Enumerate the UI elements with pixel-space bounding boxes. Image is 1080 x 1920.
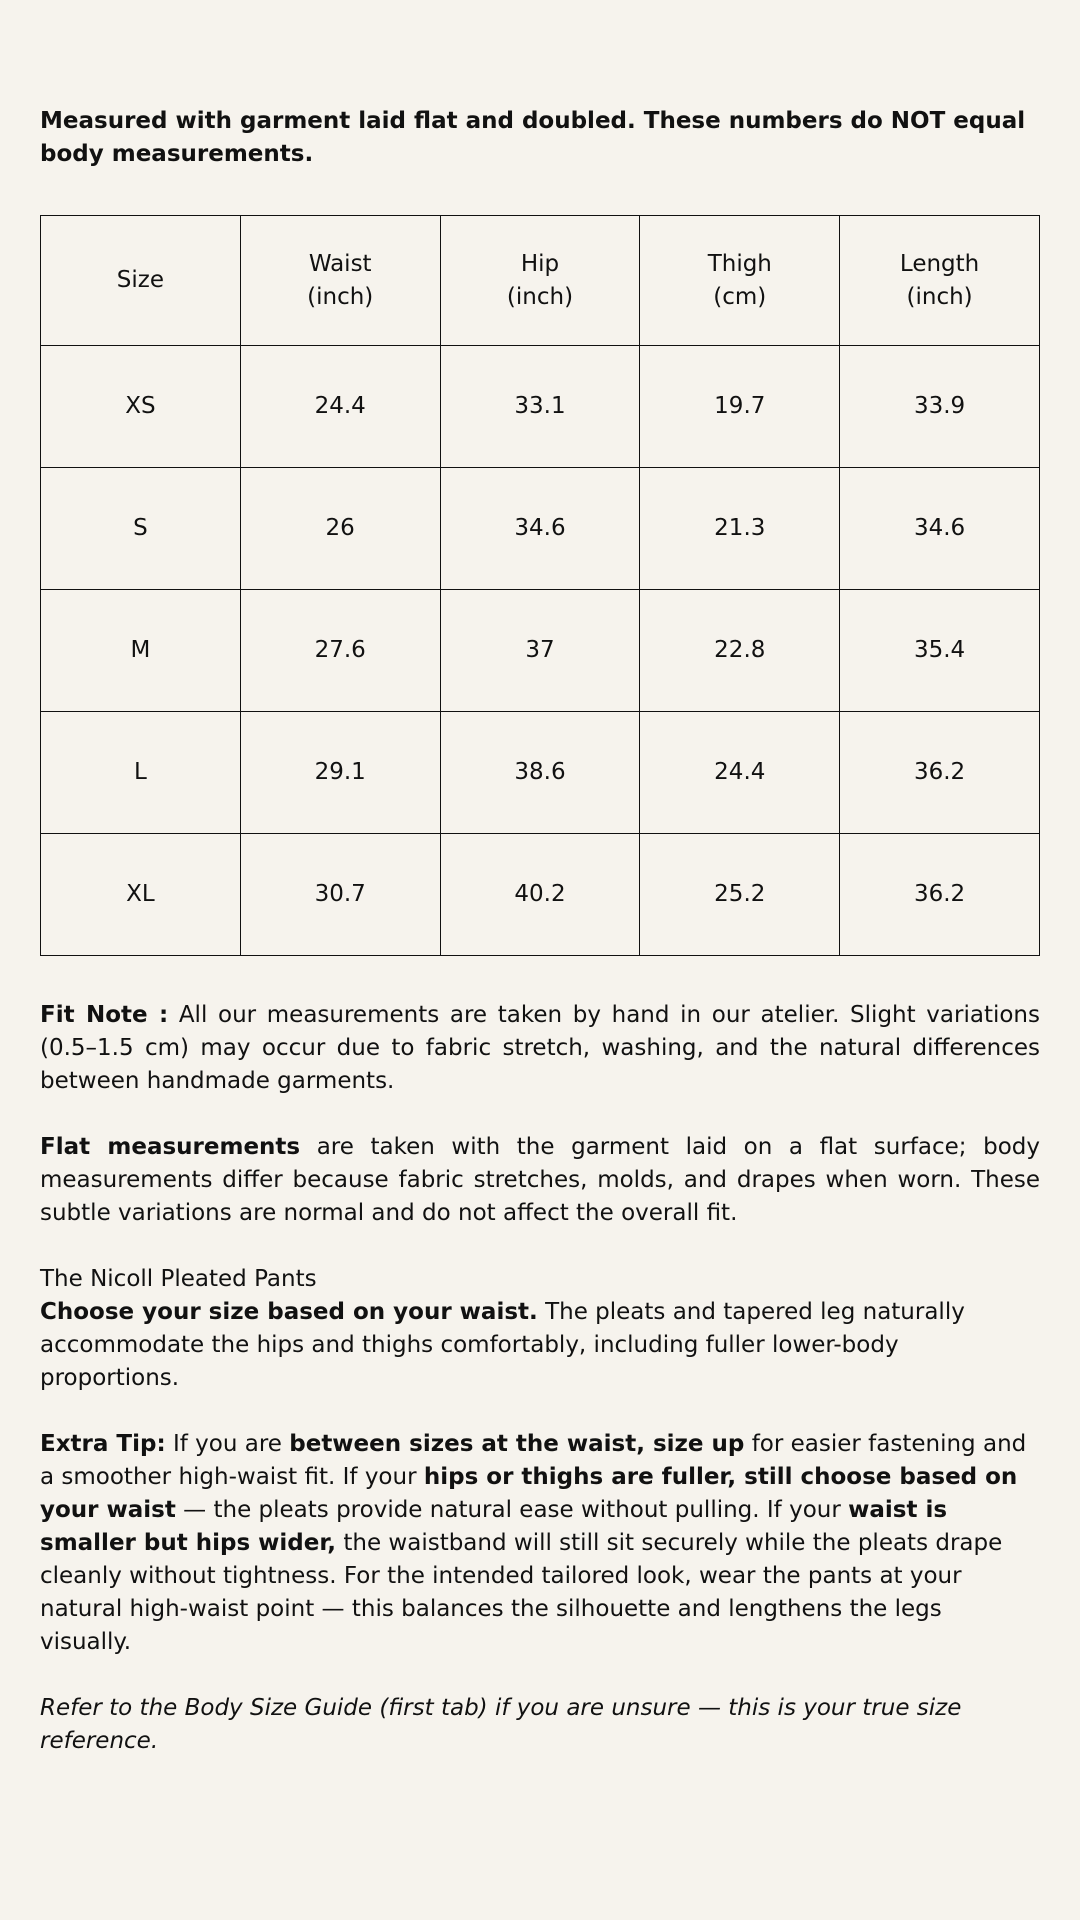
size-chart-table	[40, 215, 1040, 956]
table-row	[41, 712, 1040, 834]
table-row	[41, 590, 1040, 712]
product-name: The Nicoll Pleated Pants	[40, 1266, 317, 1292]
cell-length: 36.2	[840, 712, 1040, 834]
measurement-disclaimer: Measured with garment laid flat and doubled. These numbers do NOT equal body measurements.	[40, 108, 1026, 167]
cell-hip: 34.6	[440, 468, 640, 590]
fit-note-label: Fit Note :	[40, 1002, 169, 1028]
extra-tip: Extra Tip: If you are between sizes at the waist, size up for easier fastening and a smoother high-waist fit. If your hips or thighs are fuller, still choose based on your waist — the pleats provide natural ease without pulling. If your waist is smaller but hips wider, the waistband will still sit securely while the pleats drape cleanly without tightness. For the intended tailored look, wear the pants at your natural high-waist point — this balances the silhouette and lengthens the legs visually.	[40, 1431, 1027, 1655]
cell-waist: 29.1	[240, 712, 440, 834]
product-fit-advice	[40, 1263, 1040, 1395]
cell-size: XS	[41, 346, 241, 468]
table-row	[41, 468, 1040, 590]
cell-hip: 40.2	[440, 834, 640, 956]
fit-note	[40, 999, 1040, 1098]
body-size-guide-reference: Refer to the Body Size Guide (first tab) if you are unsure — this is your true size reference.	[40, 1695, 962, 1754]
cell-size: M	[41, 590, 241, 712]
extra-tip-label: Extra Tip:	[40, 1431, 166, 1457]
header-size: Size	[41, 216, 241, 346]
cell-thigh: 25.2	[640, 834, 840, 956]
cell-size: S	[41, 468, 241, 590]
cell-thigh: 21.3	[640, 468, 840, 590]
flat-measurements-note	[40, 1131, 1040, 1230]
cell-waist: 24.4	[240, 346, 440, 468]
table-header-row	[41, 216, 1040, 346]
cell-waist: 27.6	[240, 590, 440, 712]
product-advice	[40, 1296, 1040, 1395]
header-thigh: Thigh (cm)	[640, 216, 840, 346]
product-advice-text: The pleats and tapered leg naturally accommodate the hips and thighs comfortably, including fuller lower-body proportions.	[40, 1299, 965, 1391]
cell-length: 35.4	[840, 590, 1040, 712]
cell-hip: 38.6	[440, 712, 640, 834]
header-waist: Waist (inch)	[240, 216, 440, 346]
cell-thigh: 24.4	[640, 712, 840, 834]
product-advice-bold: Choose your size based on your waist.	[40, 1299, 538, 1325]
cell-size: L	[41, 712, 241, 834]
fit-note-text: All our measurements are taken by hand in our atelier. Slight variations (0.5–1.5 cm) may occur due to fabric stretch, washing, and the natural differences between handmade garments.	[40, 1002, 1040, 1094]
cell-size: XL	[41, 834, 241, 956]
cell-length: 34.6	[840, 468, 1040, 590]
table-row	[41, 346, 1040, 468]
cell-length: 33.9	[840, 346, 1040, 468]
header-hip: Hip (inch)	[440, 216, 640, 346]
header-length: Length (inch)	[840, 216, 1040, 346]
cell-hip: 33.1	[440, 346, 640, 468]
flat-measurements-text: are taken with the garment laid on a flat surface; body measurements differ because fabric stretches, molds, and drapes when worn. These subtle variations are normal and do not affect the overall fit.	[40, 1134, 1040, 1226]
cell-hip: 37	[440, 590, 640, 712]
table-row	[41, 834, 1040, 956]
cell-length: 36.2	[840, 834, 1040, 956]
cell-waist: 26	[240, 468, 440, 590]
cell-thigh: 22.8	[640, 590, 840, 712]
flat-measurements-label: Flat measurements	[40, 1134, 301, 1160]
cell-thigh: 19.7	[640, 346, 840, 468]
cell-waist: 30.7	[240, 834, 440, 956]
